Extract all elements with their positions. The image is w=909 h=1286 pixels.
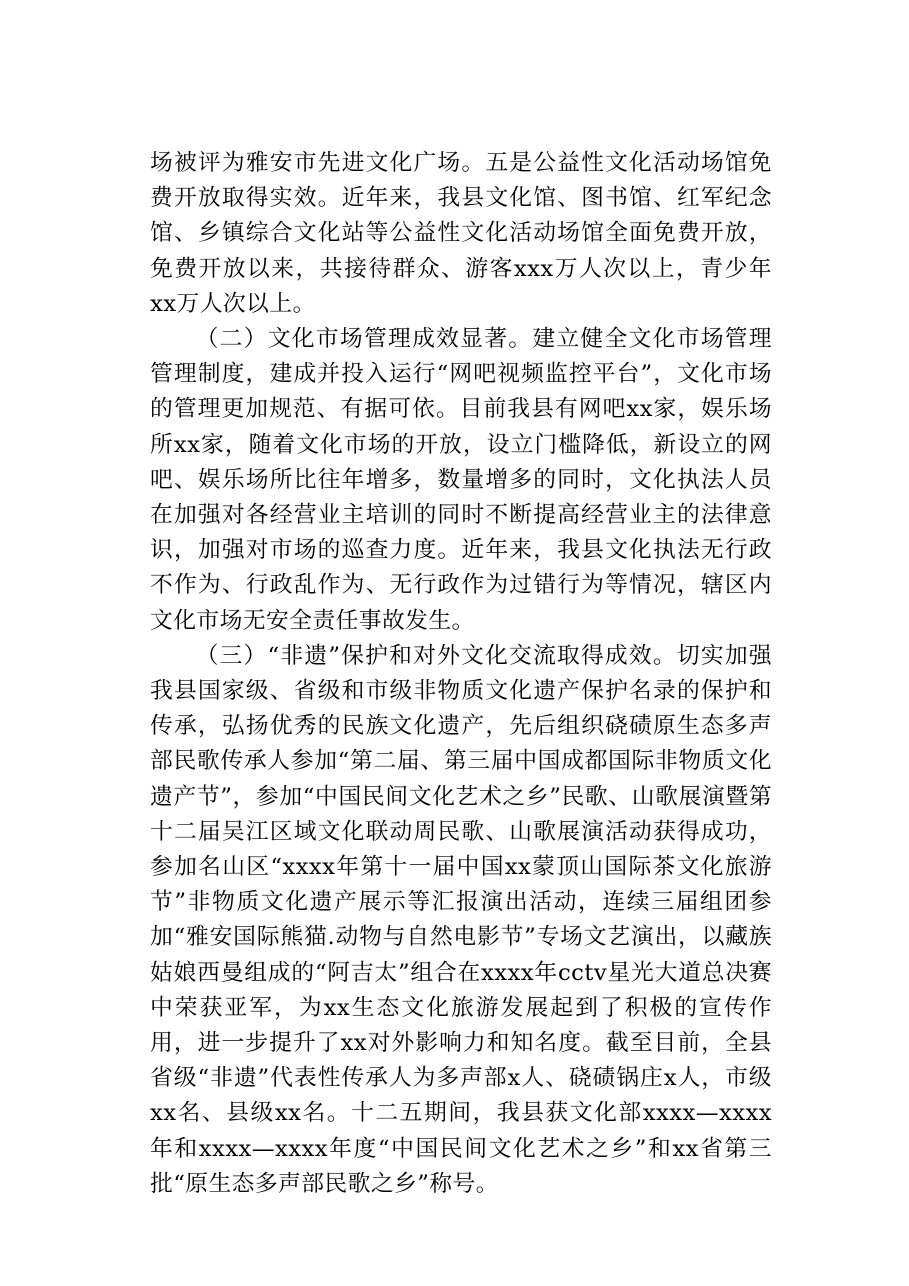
paragraph-continuation: 场被评为雅安市先进文化广场。五是公益性文化活动场馆免费开放取得实效。近年来，我县文化馆、图书馆、红军纪念馆、乡镇综合文化站等公益性文化活动场馆全面免费开放，免费开放以来，共接待群众、游客xxx万人次以上，青少年xx万人次以上。: [150, 150, 772, 317]
document-page: [150, 146, 772, 1202]
paragraph-culture-market: （二）文化市场管理成效显著。建立健全文化市场管理管理制度，建成并投入运行“网吧视频监控平台”，文化市场的管理更加规范、有据可依。目前我县有网吧xx家，娱乐场所xx家，随着文化市场的开放，设立门槛降低，新设立的网吧、娱乐场所比往年增多，数量增多的同时，文化执法人员在加强对各经营业主培训的同时不断提高经营业主的法律意识，加强对市场的巡查力度。近年来，我县文化执法无行政不作为、行政乱作为、无行政作为过错行为等情况，辖区内文化市场无安全责任事故发生。: [150, 326, 772, 634]
paragraph-heritage-protection: （三）“非遗”保护和对外文化交流取得成效。切实加强我县国家级、省级和市级非物质文化遗产保护名录的保护和传承，弘扬优秀的民族文化遗产，先后组织硗碛原生态多声部民歌传承人参加“第二届、第三届中国成都国际非物质文化遗产节”，参加“中国民间文化艺术之乡”民歌、山歌展演暨第十二届吴江区域文化联动周民歌、山歌展演活动获得成功，参加名山区“xxxx年第十一届中国xx蒙顶山国际茶文化旅游节”非物质文化遗产展示等汇报演出活动，连续三届组团参加“雅安国际熊猫.动物与自然电影节”专场文艺演出，以藏族姑娘西曼组成的“阿吉太”组合在xxxx年cctv星光大道总决赛中荣获亚军，为xx生态文化旅游发展起到了积极的宣传作用，进一步提升了xx对外影响力和知名度。截至目前，全县省级“非遗”代表性传承人为多声部x人、硗碛锅庄x人，市级xx名、县级xx名。十二五期间，我县获文化部xxxx—xxxx年和xxxx—xxxx年度“中国民间文化艺术之乡”和xx省第三批“原生态多声部民歌之乡”称号。: [150, 642, 772, 1197]
